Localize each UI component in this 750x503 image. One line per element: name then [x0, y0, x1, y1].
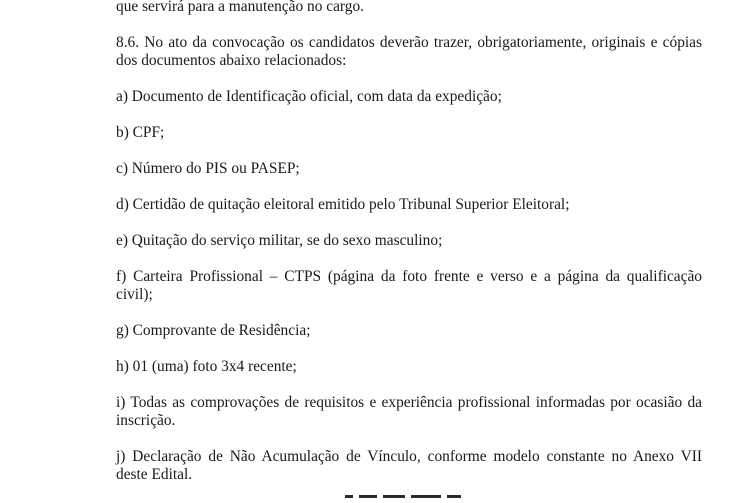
list-item-d: d) Certidão de quitação eleitoral emitido pelo Tribunal Superior Eleitoral;	[116, 196, 570, 213]
list-item-i-line-1: i) Todas as comprovações de requisitos e experiência profissional informadas por ocasião da	[116, 394, 702, 411]
list-item-f-line-2: civil);	[116, 286, 153, 303]
list-item-i-line-2: inscrição.	[116, 412, 176, 429]
text-line-continuation: que servirá para a manutenção no cargo.	[116, 0, 364, 15]
list-item-e: e) Quitação do serviço militar, se do sexo masculino;	[116, 232, 443, 249]
list-item-b: b) CPF;	[116, 124, 165, 141]
section-8-6-line-1: 8.6. No ato da convocação os candidatos deverão trazer, obrigatoriamente, originais e cópias	[116, 34, 702, 51]
list-item-a: a) Documento de Identificação oficial, com data da expedição;	[116, 88, 502, 105]
list-item-c: c) Número do PIS ou PASEP;	[116, 160, 300, 177]
section-8-6-line-2: dos documentos abaixo relacionados:	[116, 52, 347, 69]
list-item-f-line-1: f) Carteira Profissional – CTPS (página da foto frente e verso e a página da qualificação	[116, 268, 702, 285]
list-item-j-line-1: j) Declaração de Não Acumulação de Vínculo, conforme modelo constante no Anexo VII	[116, 448, 702, 465]
list-item-g: g) Comprovante de Residência;	[116, 322, 311, 339]
cropped-text-fragment	[345, 491, 495, 503]
list-item-h: h) 01 (uma) foto 3x4 recente;	[116, 358, 297, 375]
list-item-j-line-2: deste Edital.	[116, 466, 193, 483]
